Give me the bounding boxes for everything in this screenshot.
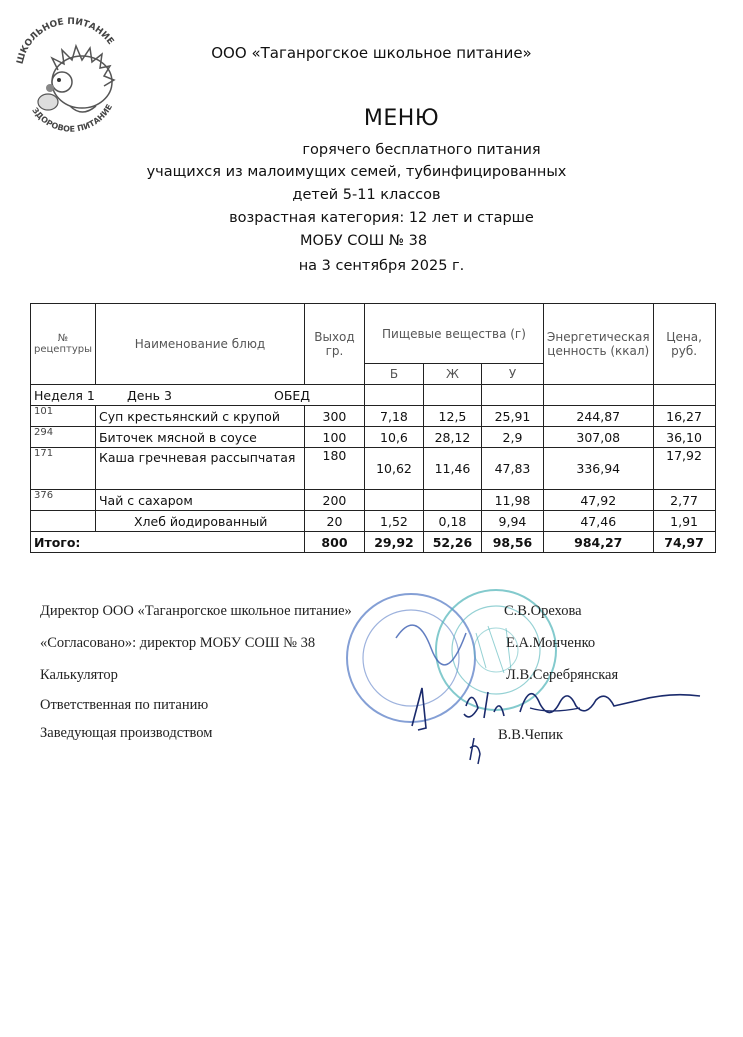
dish-name: Каша гречневая рассыпчатая [95, 448, 304, 490]
total-yield: 800 [304, 532, 364, 553]
dish-carbs: 25,91 [481, 406, 543, 427]
total-fat: 52,26 [423, 532, 481, 553]
dish-fat: 12,5 [423, 406, 481, 427]
school-name: МОБУ СОШ № 38 [299, 233, 428, 249]
page-title: МЕНЮ [363, 106, 440, 131]
total-price: 74,97 [653, 532, 715, 553]
header-name: Наименование блюд [95, 304, 304, 385]
total-carbs: 98,56 [481, 532, 543, 553]
total-label: Итого: [31, 532, 305, 553]
header-yield: Выход гр. [304, 304, 364, 385]
handwritten-signature [400, 678, 710, 768]
recipe-code [31, 511, 96, 532]
header-zh: Ж [423, 364, 481, 385]
signature-name-director: С.В.Орехова [504, 603, 582, 619]
section-week: Неделя 1 [34, 387, 95, 403]
dish-protein: 7,18 [364, 406, 423, 427]
dish-energy: 244,87 [543, 406, 653, 427]
subtitle-line-2: учащихся из малоимущих семей, тубинфицированных [146, 164, 567, 180]
dish-name: Суп крестьянский с крупой [95, 406, 304, 427]
dish-price: 36,10 [653, 427, 715, 448]
signature-name-approved: Е.А.Монченко [506, 635, 596, 651]
dish-protein: 10,6 [364, 427, 423, 448]
dish-yield: 180 [304, 448, 364, 490]
signature-role-approved: «Согласовано»: директор МОБУ СОШ № 38 [40, 635, 316, 651]
dish-fat: 28,12 [423, 427, 481, 448]
dish-fat: 0,18 [423, 511, 481, 532]
dish-name: Чай с сахаром [95, 490, 304, 511]
dish-price: 1,91 [653, 511, 715, 532]
header-price: Цена, руб. [653, 304, 715, 385]
menu-table [30, 303, 716, 553]
header-b: Б [364, 364, 423, 385]
dish-energy: 307,08 [543, 427, 653, 448]
section-day: День 3 [127, 387, 172, 403]
table-row [31, 490, 716, 511]
total-row [31, 532, 716, 553]
recipe-code: 294 [31, 427, 96, 448]
table-row [31, 448, 716, 490]
signature-role-production: Заведующая производством [40, 725, 213, 741]
logo-text-bottom: ЗДОРОВОЕ ПИТАНИЕ [30, 102, 115, 134]
dish-protein: 10,62 [364, 448, 423, 490]
signature-role-calculator: Калькулятор [40, 667, 118, 683]
recipe-code: 101 [31, 406, 96, 427]
section-row [31, 385, 716, 406]
signature-name-calculator: Л.В.Серебрянская [506, 667, 619, 683]
total-protein: 29,92 [364, 532, 423, 553]
dish-energy: 47,92 [543, 490, 653, 511]
dish-protein: 1,52 [364, 511, 423, 532]
dish-carbs: 2,9 [481, 427, 543, 448]
recipe-code: 171 [31, 448, 96, 490]
dish-price: 16,27 [653, 406, 715, 427]
header-u: У [481, 364, 543, 385]
dish-carbs: 9,94 [481, 511, 543, 532]
signature-name-production: В.В.Чепик [498, 727, 564, 743]
dish-yield: 100 [304, 427, 364, 448]
subtitle-line-1: горячего бесплатного питания [302, 142, 541, 158]
dish-energy: 336,94 [543, 448, 653, 490]
dish-energy: 47,46 [543, 511, 653, 532]
dish-name: Хлеб йодированный [95, 511, 304, 532]
subtitle-line-3: детей 5-11 классов [292, 187, 441, 203]
logo-text-top: ШКОЛЬНОЕ ПИТАНИЕ [15, 16, 116, 66]
menu-date: на 3 сентября 2025 г. [298, 258, 465, 274]
table-row [31, 406, 716, 427]
dish-yield: 200 [304, 490, 364, 511]
dish-carbs: 11,98 [481, 490, 543, 511]
dish-fat [423, 490, 481, 511]
header-recipe: № рецептуры [31, 304, 96, 385]
recipe-code: 376 [31, 490, 96, 511]
dish-fat: 11,46 [423, 448, 481, 490]
table-row [31, 427, 716, 448]
dish-protein [364, 490, 423, 511]
dish-price: 17,92 [653, 448, 715, 490]
signature-role-nutrition: Ответственная по питанию [40, 697, 209, 713]
dish-carbs: 47,83 [481, 448, 543, 490]
header-energy: Энергетическая ценность (ккал) [543, 304, 653, 385]
dish-price: 2,77 [653, 490, 715, 511]
header-nutrients: Пищевые вещества (г) [364, 304, 543, 364]
dish-yield: 20 [304, 511, 364, 532]
table-row [31, 511, 716, 532]
dish-name: Биточек мясной в соусе [95, 427, 304, 448]
table-header-row [31, 304, 716, 364]
age-category: возрастная категория: 12 лет и старше [229, 210, 534, 226]
signature-role-director: Директор ООО «Таганрогское школьное питание» [40, 603, 352, 619]
dish-yield: 300 [304, 406, 364, 427]
section-meal: ОБЕД [274, 387, 311, 403]
organization-name: ООО «Таганрогское школьное питание» [211, 44, 532, 62]
total-energy: 984,27 [543, 532, 653, 553]
